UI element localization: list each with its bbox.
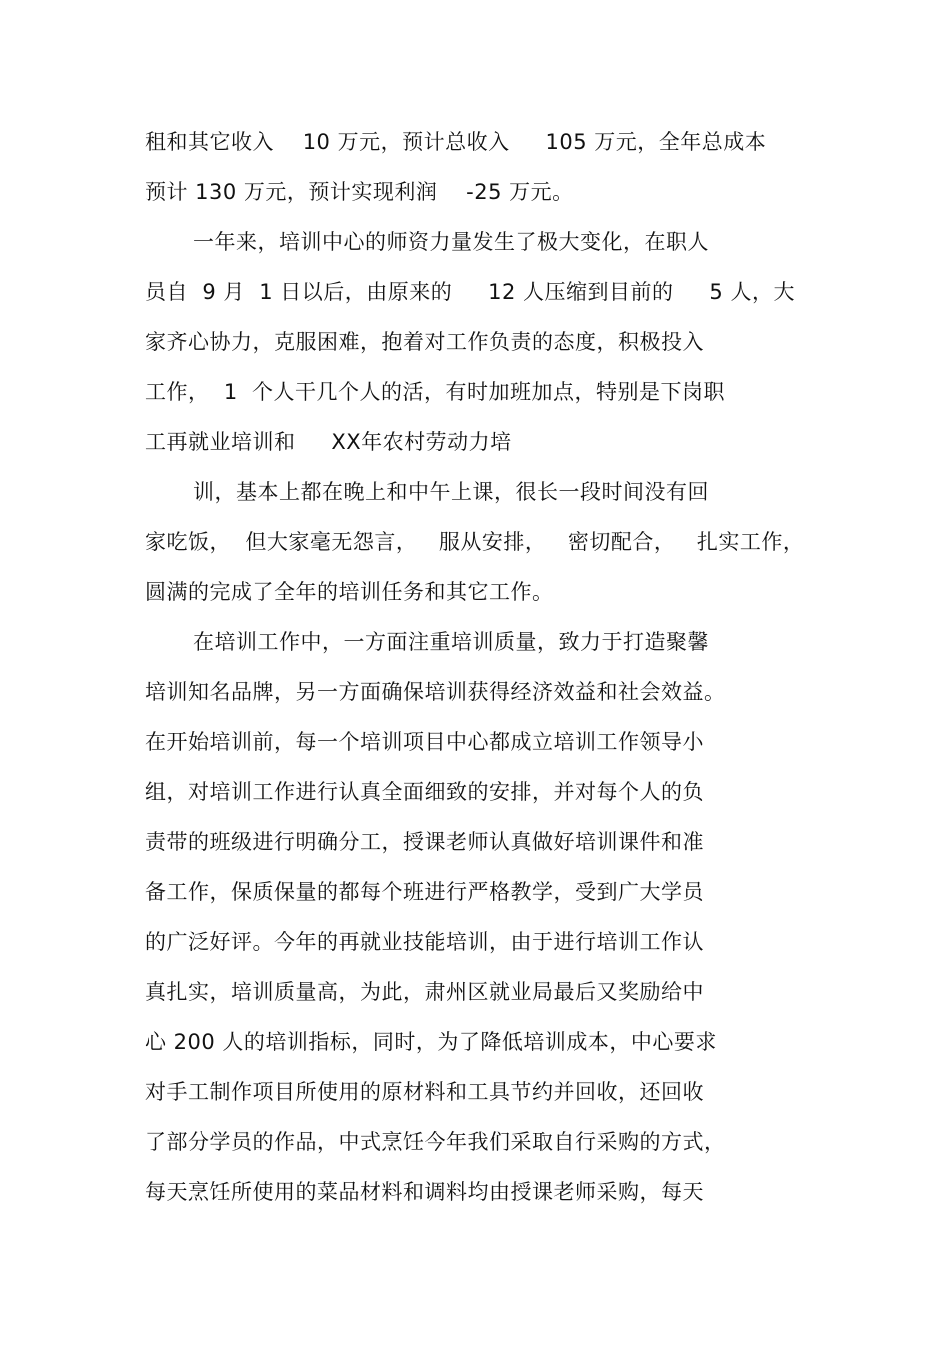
text-line: 预计 130 万元，预计实现利润 -25 万元。 bbox=[145, 180, 574, 204]
text-line: 真扎实，培训质量高，为此，肃州区就业局最后又奖励给中 bbox=[145, 980, 704, 1004]
text-line: 培训知名品牌，另一方面确保培训获得经济效益和社会效益。 bbox=[145, 680, 726, 704]
text-line: 员自 9 月 1 日以后，由原来的 12 人压缩到目前的 5 人，大 bbox=[145, 280, 795, 304]
text-line: 每天烹饪所使用的菜品材料和调料均由授课老师采购，每天 bbox=[145, 1180, 704, 1204]
text-line: 家吃饭， 但大家毫无怨言， 服从安排， 密切配合， 扎实工作， bbox=[145, 530, 805, 554]
text-line: 责带的班级进行明确分工，授课老师认真做好培训课件和准 bbox=[145, 830, 704, 854]
text-line: 心 200 人的培训指标，同时，为了降低培训成本，中心要求 bbox=[145, 1030, 717, 1054]
text-line: 租和其它收入 10 万元，预计总收入 105 万元，全年总成本 bbox=[145, 130, 767, 154]
paragraph-start-line: 在培训工作中，一方面注重培训质量，致力于打造聚馨 bbox=[193, 630, 709, 654]
text-line: 组，对培训工作进行认真全面细致的安排，并对每个人的负 bbox=[145, 780, 704, 804]
paragraph-start-line: 一年来，培训中心的师资力量发生了极大变化，在职人 bbox=[193, 230, 709, 254]
text-line: 对手工制作项目所使用的原材料和工具节约并回收，还回收 bbox=[145, 1080, 704, 1104]
text-line: 的广泛好评。今年的再就业技能培训，由于进行培训工作认 bbox=[145, 930, 704, 954]
text-line: 工再就业培训和 XX年农村劳动力培 bbox=[145, 430, 512, 454]
text-line: 工作， 1 个人干几个人的活，有时加班加点，特别是下岗职 bbox=[145, 380, 726, 404]
text-line: 在开始培训前，每一个培训项目中心都成立培训工作领导小 bbox=[145, 730, 704, 754]
paragraph-start-line: 训，基本上都在晚上和中午上课，很长一段时间没有回 bbox=[193, 480, 709, 504]
text-line: 了部分学员的作品，中式烹饪今年我们采取自行采购的方式， bbox=[145, 1130, 726, 1154]
text-line: 备工作，保质保量的都每个班进行严格教学，受到广大学员 bbox=[145, 880, 704, 904]
text-line: 圆满的完成了全年的培训任务和其它工作。 bbox=[145, 580, 554, 604]
text-line: 家齐心协力，克服困难，抱着对工作负责的态度，积极投入 bbox=[145, 330, 704, 354]
